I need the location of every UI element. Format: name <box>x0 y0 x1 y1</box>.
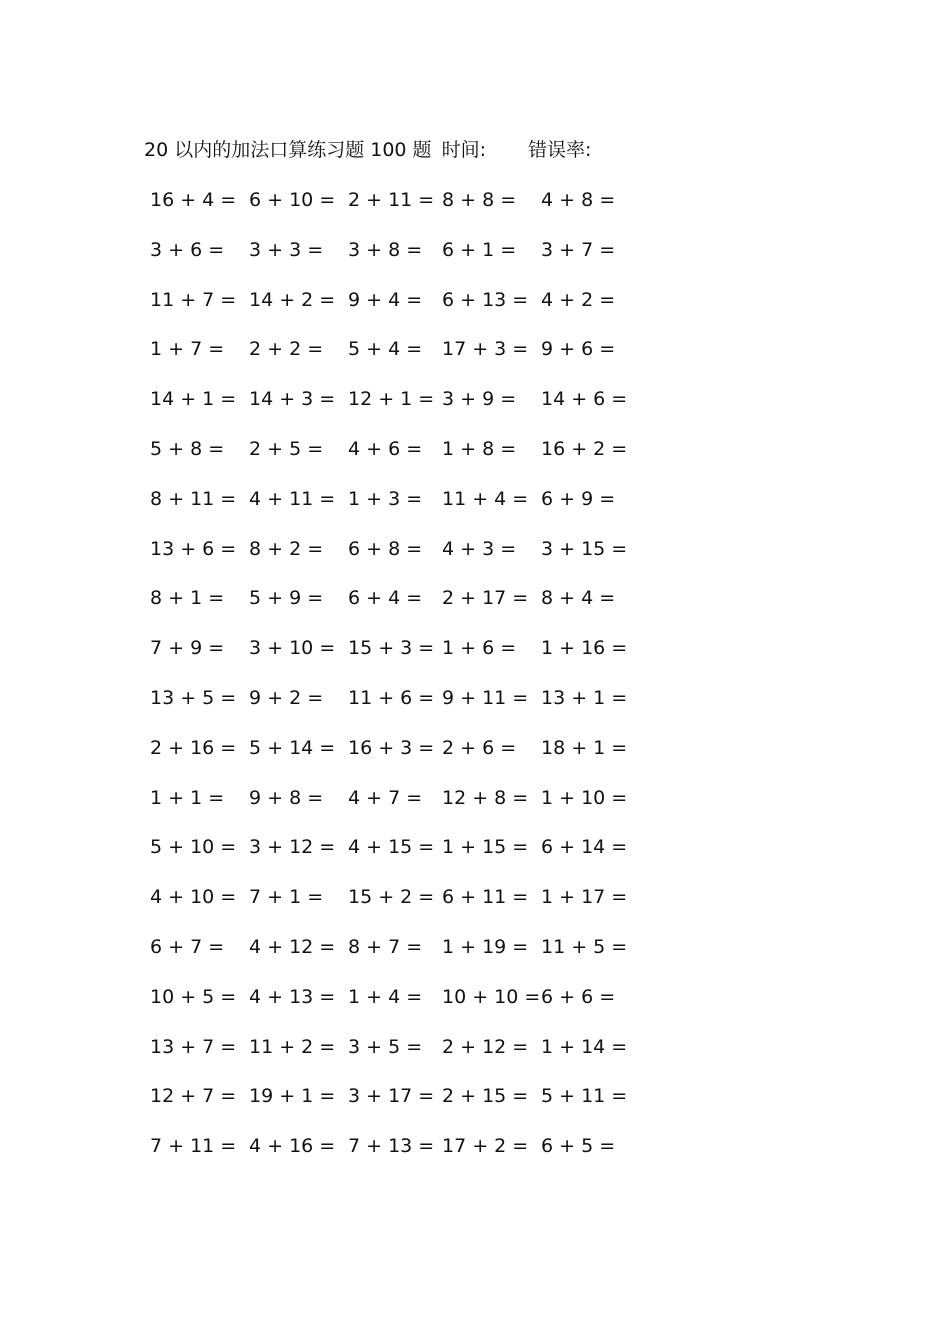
problem-r18-c2: 11 + 2 = <box>249 1035 336 1058</box>
problem-r9-c1: 8 + 1 = <box>150 587 225 610</box>
problem-r9-c2: 5 + 9 = <box>249 587 324 610</box>
problem-r14-c3: 4 + 15 = <box>348 836 435 859</box>
problem-r16-c2: 4 + 12 = <box>249 936 336 958</box>
problem-r9-c3: 6 + 4 = <box>348 587 423 610</box>
problem-r9-c5: 8 + 4 = <box>541 587 616 610</box>
problem-r15-c3: 15 + 2 = <box>348 886 435 909</box>
problem-r4-c4: 17 + 3 = <box>442 338 529 361</box>
problem-r18-c3: 3 + 5 = <box>348 1035 423 1058</box>
problem-r11-c5: 13 + 1 = <box>541 687 628 709</box>
problem-r7-c4: 11 + 4 = <box>442 487 529 510</box>
problem-r3-c2: 14 + 2 = <box>249 288 336 311</box>
problem-r7-c2: 4 + 11 = <box>249 487 336 510</box>
problem-r15-c2: 7 + 1 = <box>249 886 324 909</box>
problem-r13-c3: 4 + 7 = <box>348 786 423 809</box>
problem-r8-c5: 3 + 15 = <box>541 537 628 560</box>
problem-r6-c5: 16 + 2 = <box>541 438 628 460</box>
problem-r11-c1: 13 + 5 = <box>150 687 237 709</box>
worksheet-header <box>144 137 591 163</box>
problem-r17-c5: 6 + 6 = <box>541 985 616 1008</box>
problem-r20-c4: 17 + 2 = <box>442 1135 529 1158</box>
problem-r13-c1: 1 + 1 = <box>150 786 225 809</box>
problem-r1-c4: 8 + 8 = <box>442 189 517 211</box>
problem-r4-c3: 5 + 4 = <box>348 338 423 361</box>
problem-r10-c3: 15 + 3 = <box>348 637 435 660</box>
problem-r13-c4: 12 + 8 = <box>442 786 529 809</box>
problem-r20-c5: 6 + 5 = <box>541 1135 616 1158</box>
problem-r18-c1: 13 + 7 = <box>150 1035 237 1058</box>
problem-r12-c2: 5 + 14 = <box>249 736 336 759</box>
problem-r1-c2: 6 + 10 = <box>249 189 336 211</box>
problem-r8-c3: 6 + 8 = <box>348 537 423 560</box>
problem-r12-c3: 16 + 3 = <box>348 736 435 759</box>
problem-r19-c4: 2 + 15 = <box>442 1085 529 1108</box>
problem-r5-c2: 14 + 3 = <box>249 388 336 411</box>
problem-r11-c3: 11 + 6 = <box>348 687 435 709</box>
problem-r16-c5: 11 + 5 = <box>541 936 628 958</box>
problem-r10-c1: 7 + 9 = <box>150 637 225 660</box>
time-label: 时间: <box>441 139 486 161</box>
problem-r4-c2: 2 + 2 = <box>249 338 324 361</box>
problem-r4-c5: 9 + 6 = <box>541 338 616 361</box>
problem-r3-c4: 6 + 13 = <box>442 288 529 311</box>
problem-r12-c1: 2 + 16 = <box>150 736 237 759</box>
problem-r10-c2: 3 + 10 = <box>249 637 336 660</box>
problem-r13-c5: 1 + 10 = <box>541 786 628 809</box>
problem-r17-c1: 10 + 5 = <box>150 985 237 1008</box>
problem-r5-c4: 3 + 9 = <box>442 388 517 411</box>
problem-r19-c5: 5 + 11 = <box>541 1085 628 1108</box>
problem-r14-c4: 1 + 15 = <box>442 836 529 859</box>
problem-r5-c5: 14 + 6 = <box>541 388 628 411</box>
problem-r2-c4: 6 + 1 = <box>442 238 517 261</box>
problem-r19-c3: 3 + 17 = <box>348 1085 435 1108</box>
problem-r8-c2: 8 + 2 = <box>249 537 324 560</box>
problem-r16-c4: 1 + 19 = <box>442 936 529 958</box>
problem-r14-c5: 6 + 14 = <box>541 836 628 859</box>
problem-r2-c2: 3 + 3 = <box>249 238 324 261</box>
problem-r18-c5: 1 + 14 = <box>541 1035 628 1058</box>
error-rate-label: 错误率: <box>527 139 592 161</box>
problem-r17-c2: 4 + 13 = <box>249 985 336 1008</box>
problem-r20-c2: 4 + 16 = <box>249 1135 336 1158</box>
problem-r6-c1: 5 + 8 = <box>150 438 225 460</box>
problem-r6-c4: 1 + 8 = <box>442 438 517 460</box>
problem-r19-c2: 19 + 1 = <box>249 1085 336 1108</box>
problem-r8-c4: 4 + 3 = <box>442 537 517 560</box>
problem-r3-c3: 9 + 4 = <box>348 288 423 311</box>
problem-r11-c2: 9 + 2 = <box>249 687 324 709</box>
problem-r13-c2: 9 + 8 = <box>249 786 324 809</box>
problem-r11-c4: 9 + 11 = <box>442 687 529 709</box>
problem-r12-c4: 2 + 6 = <box>442 736 517 759</box>
problem-r16-c3: 8 + 7 = <box>348 936 423 958</box>
problem-r3-c1: 11 + 7 = <box>150 288 237 311</box>
problem-r3-c5: 4 + 2 = <box>541 288 616 311</box>
problem-r5-c3: 12 + 1 = <box>348 388 435 411</box>
problem-r15-c5: 1 + 17 = <box>541 886 628 909</box>
problem-r2-c1: 3 + 6 = <box>150 238 225 261</box>
problem-r7-c3: 1 + 3 = <box>348 487 423 510</box>
problem-r19-c1: 12 + 7 = <box>150 1085 237 1108</box>
problem-r14-c1: 5 + 10 = <box>150 836 237 859</box>
problem-r6-c3: 4 + 6 = <box>348 438 423 460</box>
problem-r17-c3: 1 + 4 = <box>348 985 423 1008</box>
problem-r7-c1: 8 + 11 = <box>150 487 237 510</box>
problem-r20-c3: 7 + 13 = <box>348 1135 435 1158</box>
problem-r12-c5: 18 + 1 = <box>541 736 628 759</box>
problem-r7-c5: 6 + 9 = <box>541 487 616 510</box>
problem-r20-c1: 7 + 11 = <box>150 1135 237 1158</box>
problem-r2-c3: 3 + 8 = <box>348 238 423 261</box>
problem-r8-c1: 13 + 6 = <box>150 537 237 560</box>
problem-r14-c2: 3 + 12 = <box>249 836 336 859</box>
problem-r18-c4: 2 + 12 = <box>442 1035 529 1058</box>
problem-r2-c5: 3 + 7 = <box>541 238 616 261</box>
problem-r15-c1: 4 + 10 = <box>150 886 237 909</box>
problem-r15-c4: 6 + 11 = <box>442 886 529 909</box>
problem-r1-c1: 16 + 4 = <box>150 189 237 211</box>
problem-r10-c5: 1 + 16 = <box>541 637 628 660</box>
problem-r4-c1: 1 + 7 = <box>150 338 225 361</box>
problem-r9-c4: 2 + 17 = <box>442 587 529 610</box>
problem-r1-c3: 2 + 11 = <box>348 189 435 211</box>
problem-r6-c2: 2 + 5 = <box>249 438 324 460</box>
problem-r17-c4: 10 + 10 = <box>442 985 541 1008</box>
problem-r16-c1: 6 + 7 = <box>150 936 225 958</box>
problem-r5-c1: 14 + 1 = <box>150 388 237 411</box>
worksheet-title: 20 以内的加法口算练习题 100 题 <box>144 139 432 161</box>
problem-r10-c4: 1 + 6 = <box>442 637 517 660</box>
problem-r1-c5: 4 + 8 = <box>541 189 616 211</box>
